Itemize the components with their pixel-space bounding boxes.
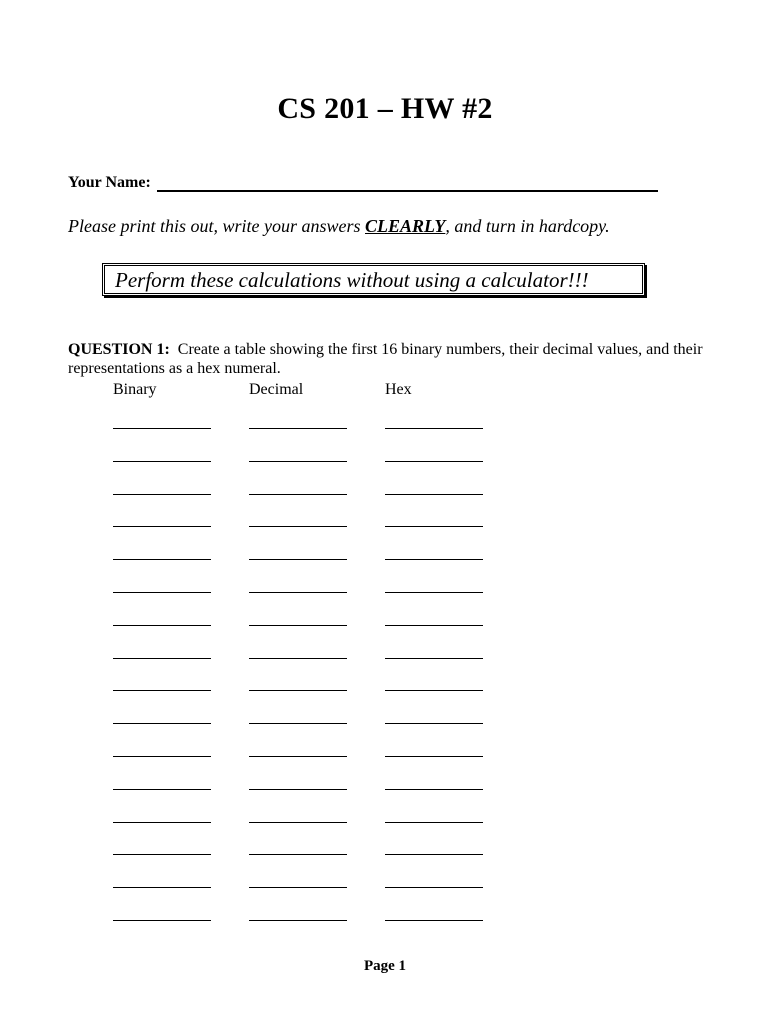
column-header-decimal: Decimal — [249, 381, 304, 398]
hex-answer-blank[interactable] — [385, 756, 483, 757]
hex-answer-blank[interactable] — [385, 789, 483, 790]
page-number: Page 1 — [363, 958, 407, 974]
decimal-answer-blank[interactable] — [249, 559, 347, 560]
hex-answer-blank[interactable] — [385, 494, 483, 495]
hex-answer-blank[interactable] — [385, 625, 483, 626]
decimal-answer-blank[interactable] — [249, 756, 347, 757]
binary-answer-blank[interactable] — [113, 428, 211, 429]
hex-answer-blank[interactable] — [385, 920, 483, 921]
binary-answer-blank[interactable] — [113, 690, 211, 691]
page-title: CS 201 – HW #2 — [277, 92, 493, 125]
hex-answer-blank[interactable] — [385, 887, 483, 888]
decimal-answer-blank[interactable] — [249, 461, 347, 462]
decimal-answer-blank[interactable] — [249, 690, 347, 691]
name-label: Your Name: — [68, 174, 151, 191]
decimal-answer-blank[interactable] — [249, 920, 347, 921]
hex-answer-blank[interactable] — [385, 723, 483, 724]
hex-answer-blank[interactable] — [385, 559, 483, 560]
instructions-emphasis: CLEARLY — [365, 216, 446, 236]
binary-answer-blank[interactable] — [113, 920, 211, 921]
binary-answer-blank[interactable] — [113, 887, 211, 888]
column-header-binary: Binary — [113, 381, 157, 398]
hex-answer-blank[interactable] — [385, 526, 483, 527]
hex-answer-blank[interactable] — [385, 461, 483, 462]
binary-answer-blank[interactable] — [113, 461, 211, 462]
instructions-before: Please print this out, write your answers — [68, 216, 365, 236]
binary-answer-blank[interactable] — [113, 756, 211, 757]
decimal-answer-blank[interactable] — [249, 887, 347, 888]
name-blank-line[interactable] — [157, 176, 658, 192]
decimal-answer-blank[interactable] — [249, 822, 347, 823]
question-1 — [68, 340, 718, 378]
binary-answer-blank[interactable] — [113, 822, 211, 823]
decimal-answer-blank[interactable] — [249, 789, 347, 790]
instructions-after: , and turn in hardcopy. — [445, 216, 610, 236]
binary-answer-blank[interactable] — [113, 789, 211, 790]
question-text: Create a table showing the first 16 binary numbers, their decimal values, and their representations as a hex numeral. — [68, 341, 703, 377]
column-header-hex: Hex — [385, 381, 412, 398]
hex-answer-blank[interactable] — [385, 658, 483, 659]
decimal-answer-blank[interactable] — [249, 428, 347, 429]
binary-answer-blank[interactable] — [113, 723, 211, 724]
binary-answer-blank[interactable] — [113, 658, 211, 659]
instructions — [68, 216, 610, 237]
name-row — [68, 174, 658, 192]
calculator-warning-box: Perform these calculations without using a calculator!!! — [102, 263, 645, 296]
binary-answer-blank[interactable] — [113, 559, 211, 560]
decimal-answer-blank[interactable] — [249, 658, 347, 659]
binary-answer-blank[interactable] — [113, 854, 211, 855]
decimal-answer-blank[interactable] — [249, 592, 347, 593]
binary-answer-blank[interactable] — [113, 494, 211, 495]
hex-answer-blank[interactable] — [385, 690, 483, 691]
decimal-answer-blank[interactable] — [249, 494, 347, 495]
decimal-answer-blank[interactable] — [249, 526, 347, 527]
hex-answer-blank[interactable] — [385, 822, 483, 823]
binary-answer-blank[interactable] — [113, 592, 211, 593]
decimal-answer-blank[interactable] — [249, 723, 347, 724]
question-label: QUESTION 1: — [68, 341, 170, 358]
binary-answer-blank[interactable] — [113, 526, 211, 527]
hex-answer-blank[interactable] — [385, 428, 483, 429]
binary-answer-blank[interactable] — [113, 625, 211, 626]
hex-answer-blank[interactable] — [385, 592, 483, 593]
hex-answer-blank[interactable] — [385, 854, 483, 855]
decimal-answer-blank[interactable] — [249, 625, 347, 626]
decimal-answer-blank[interactable] — [249, 854, 347, 855]
